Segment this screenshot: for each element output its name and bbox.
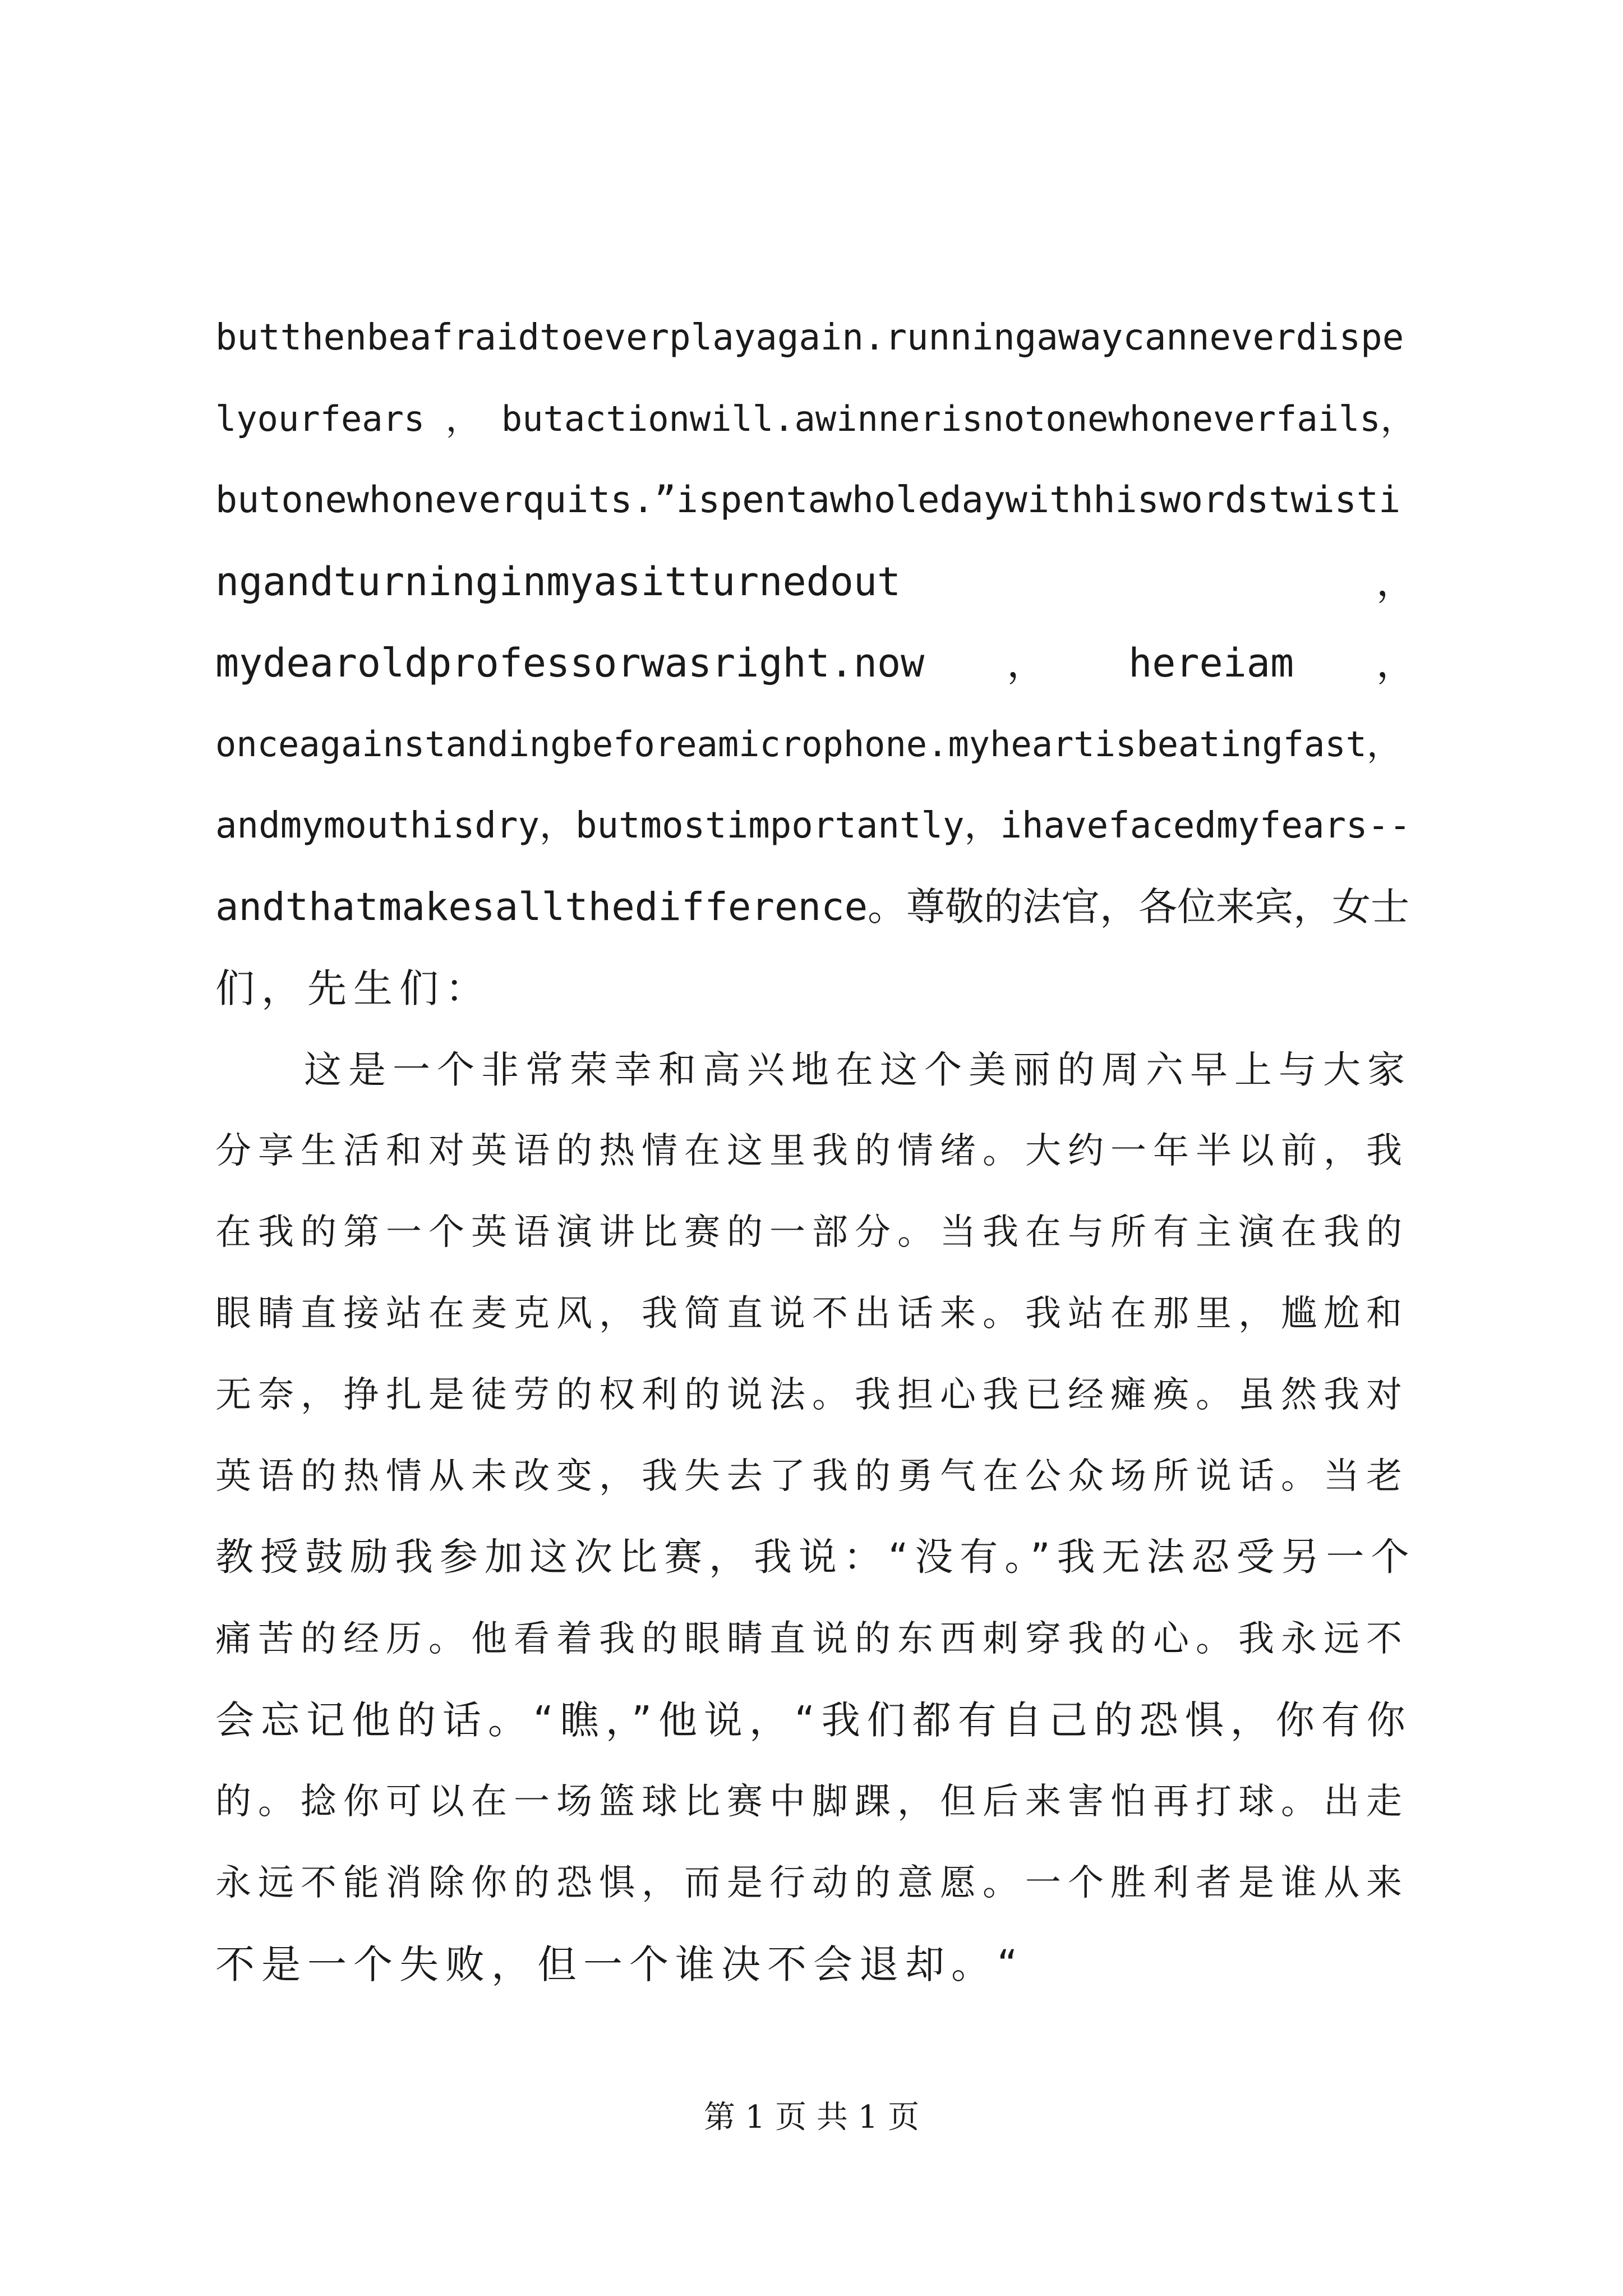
text-line — [215, 635, 1415, 691]
text-line — [215, 554, 1415, 610]
text-line: 痛苦的经历。他看着我的眼睛直说的东西刺穿我的心。我永远不 — [215, 1618, 1409, 1660]
text-line: 们，先生们： — [215, 965, 491, 1011]
text-segment: ， — [1007, 640, 1046, 686]
text-line: butthenbeafraidtoeverplayagain.runningawaycanneverdispe — [215, 317, 1404, 358]
text-line: 眼睛直接站在麦克风，我简直说不出话来。我站在那里，尴尬和 — [215, 1293, 1409, 1335]
text-line: lyourfears ， butactionwill.awinnerisnotonewhoneverfails， — [215, 398, 1415, 439]
text-line: 会忘记他的话。“瞧，”他说，“我们都有自己的恐惧，你有你 — [215, 1698, 1412, 1743]
text-line: 永远不能消除你的恐惧，而是行动的意愿。一个胜利者是谁从来 — [215, 1862, 1409, 1904]
text-line: 的。捻你可以在一场篮球比赛中脚踝，但后来害怕再打球。出走 — [215, 1781, 1409, 1823]
text-segment: hereiam — [1128, 640, 1294, 686]
text-line: 无奈，挣扎是徒劳的权利的说法。我担心我已经瘫痪。虽然我对 — [215, 1374, 1409, 1416]
page-number-label: 第 1 页 共 1 页 — [703, 2099, 920, 2136]
text-line: 在我的第一个英语演讲比赛的一部分。当我在与所有主演在我的 — [215, 1212, 1409, 1253]
text-line: 不是一个失败，但一个谁决不会退却。“ — [215, 1941, 1025, 1987]
page-footer — [0, 2095, 1623, 2140]
text-line: andmymouthisdry，butmostimportantly，ihavefacedmyfears-- — [215, 805, 1411, 846]
text-segment: ， — [1376, 559, 1415, 605]
text-line: andthatmakesallthedifference。尊敬的法官，各位来宾，女士 — [215, 885, 1410, 930]
text-line: 英语的热情从未改变，我失去了我的勇气在公众场所说话。当老 — [215, 1456, 1409, 1497]
text-segment: ， — [1376, 640, 1415, 686]
text-segment: ngandturninginmyasitturnedout — [215, 559, 901, 605]
text-line: 分享生活和对英语的热情在这里我的情绪。大约一年半以前，我 — [215, 1130, 1409, 1172]
text-segment: mydearoldprofessorwasright.now — [215, 640, 925, 686]
text-line: 教授鼓励我参加这次比赛，我说：“没有。”我无法忍受另一个 — [215, 1535, 1415, 1580]
text-line: onceagainstandingbeforeamicrophone.myheartisbeatingfast， — [215, 724, 1401, 765]
paragraph-first-line: 这是一个非常荣幸和高兴地在这个美丽的周六早上与大家 — [215, 1048, 1412, 1092]
text-line: butonewhoneverquits.”ispentawholedaywithhiswordstwisti — [215, 479, 1401, 521]
